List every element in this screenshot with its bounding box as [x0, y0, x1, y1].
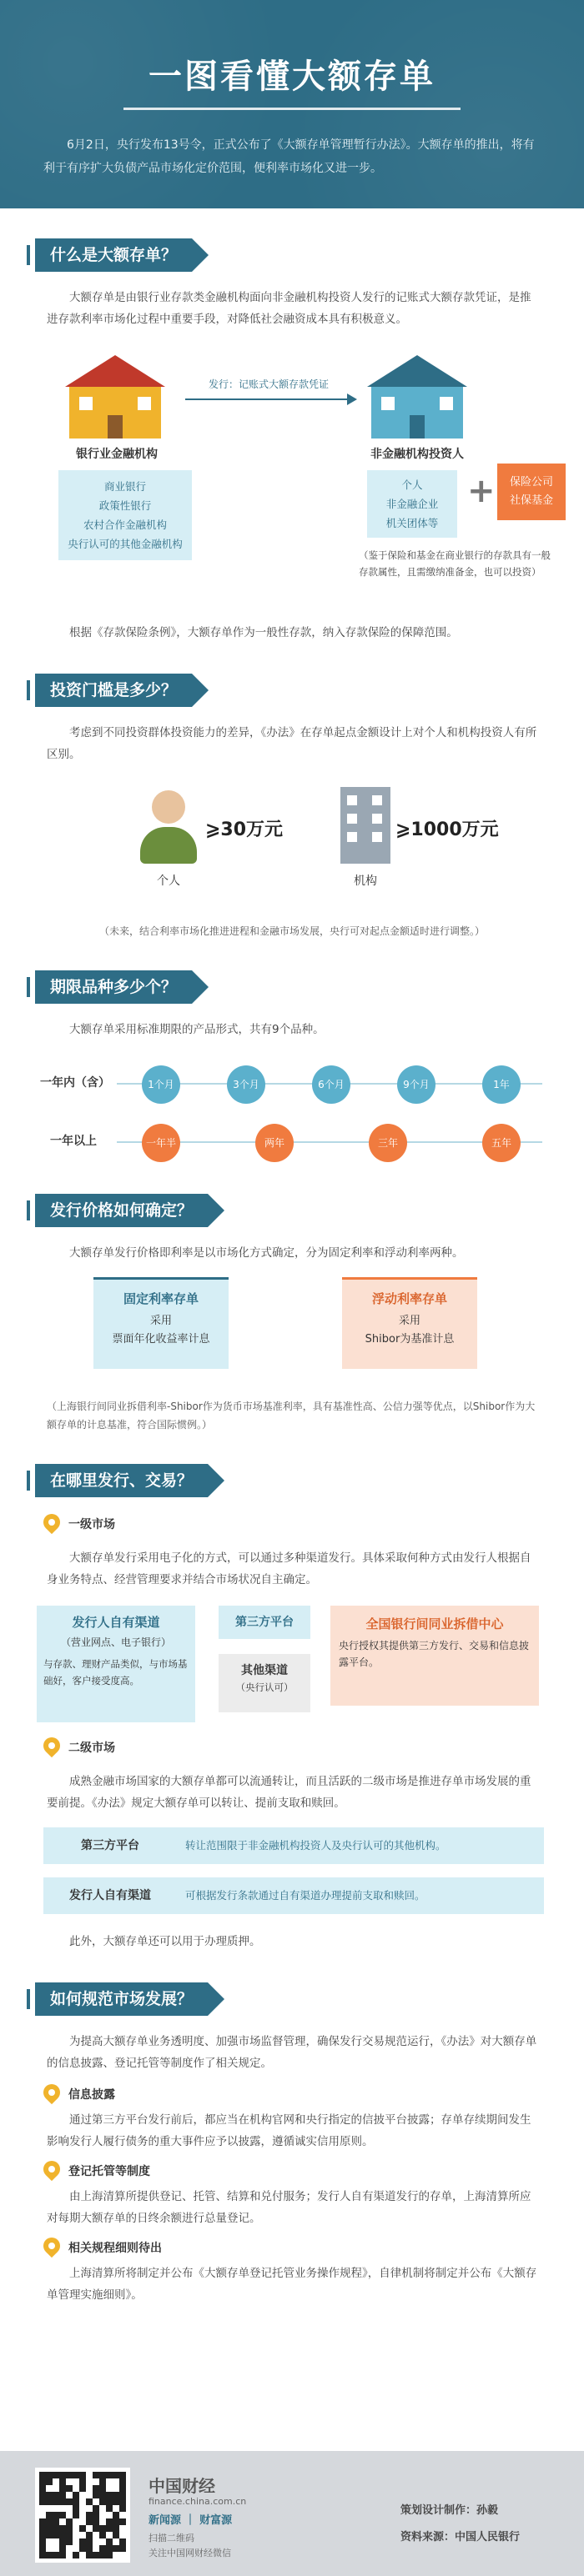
channel-graphic [0, 1606, 584, 1731]
investor-item: 非金融企业 [385, 498, 439, 510]
investor-building-icon [367, 355, 467, 439]
designer-credit: 策划设计制作：孙毅 [400, 2504, 499, 2517]
section-title-market: 在哪里发行、交易？ [35, 1464, 208, 1497]
investor-label: 非金融机构投资人 [370, 448, 464, 461]
regulation-item [0, 2163, 584, 2229]
primary-market-label: 一级市场 [68, 1518, 115, 1531]
qr-code-icon [35, 2468, 130, 2563]
section-what-para2: 根据《存款保险条例》，大额存单作为一般性存款，纳入存款保险的保障范围。 [69, 626, 458, 639]
term-item: 6个月 [312, 1065, 350, 1104]
brand-name: 中国财经 [149, 2476, 215, 2496]
brand-sub: 新闻源 ｜ 财富源 [149, 2514, 233, 2527]
primary-market-para: 大额存单发行采用电子化的方式，可以通过多种渠道发行。具体采取何种方式由发行人根据自身业务特点、经营管理要求并结合市场状况自主确定。 [47, 1551, 531, 1586]
regulation-heading [43, 2163, 584, 2179]
term-item: 1年 [482, 1065, 521, 1104]
investor-item: 个人 [401, 479, 423, 491]
section-regulation [0, 1952, 584, 2306]
section-title-pricing: 发行价格如何确定？ [35, 1194, 208, 1227]
regulation-item [0, 2086, 584, 2153]
fixed-rate-title: 固定利率存单 [123, 1291, 199, 1306]
fixed-rate-box [93, 1277, 229, 1369]
regulation-text: 通过第三方平台发行前后，都应当在机构官网和央行指定的信披平台披露；存单存续期间发生影响发行人履行债务的重大事件应予以披露，遵循诚实信用原则。 [47, 2113, 531, 2148]
issuer-item: 央行认可的其他金融机构 [68, 538, 183, 550]
arrow-head-icon [347, 393, 357, 405]
rate-boxes [0, 1277, 584, 1386]
header-intro: 6月2日，央行发布13号令，正式公布了《大额存单管理暂行办法》。大额存单的推出，将有利于有序扩大负债产品市场化定价范围，便利率市场化又进一步。 [43, 138, 535, 175]
cfets-desc: 央行授权其提供第三方发行、交易和信息披露平台。 [339, 1640, 530, 1668]
institution-threshold: ⩾1000万元 [395, 819, 499, 840]
issuer-item: 政策性银行 [98, 499, 152, 512]
section-title-what: 什么是大额存单？ [35, 238, 192, 272]
header [0, 0, 584, 208]
secondary-row-key: 第三方平台 [81, 1839, 139, 1852]
self-channel-title: 发行人自有渠道 [72, 1615, 160, 1630]
section-title-threshold: 投资门槛是多少？ [35, 674, 192, 707]
term-item: 一年半 [142, 1124, 180, 1162]
section-regulation-para: 为提高大额存单业务透明度、加强市场监督管理，确保发行交易规范运行，《办法》对大额存单的信息披露、登记托管等制度作了相关规定。 [47, 2035, 537, 2070]
float-rate-l2: Shibor为基准计息 [365, 1333, 455, 1346]
secondary-row [43, 1827, 544, 1864]
third-party-box: 第三方平台 [219, 1606, 310, 1639]
institution-label: 机构 [354, 875, 377, 888]
regulation-heading [43, 2239, 584, 2256]
float-rate-box [342, 1277, 477, 1369]
section-threshold [0, 644, 584, 940]
regulation-label: 相关规程细则待出 [68, 2242, 162, 2255]
section-threshold-para: 考虑到不同投资群体投资能力的差异，《办法》在存单起点金额设计上对个人和机构投资人有所区别。 [47, 726, 537, 761]
footer [0, 2451, 584, 2576]
primary-market-heading [43, 1516, 584, 1532]
issuer-label: 银行业金融机构 [76, 448, 158, 461]
section-terms [0, 940, 584, 1172]
term-item: 三年 [369, 1124, 407, 1162]
term-item: 1个月 [142, 1065, 180, 1104]
brand-sub2: 财富源 [199, 2514, 233, 2527]
section-market [0, 1434, 584, 1952]
term-row-short [0, 1055, 584, 1114]
follow-text: 关注中国网财经微信 [149, 2548, 231, 2558]
term-item: 五年 [482, 1124, 521, 1162]
brand-sub1: 新闻源 [149, 2514, 182, 2527]
location-pin-icon [40, 2081, 63, 2104]
section-terms-para: 大额存单采用标准期限的产品形式，共有9个品种。 [69, 1023, 325, 1036]
insurance-note: （鉴于保险和基金在商业银行的存款具有一般存款属性，且需缴纳准备金，也可以投资） [359, 549, 551, 578]
flow-arrow [185, 398, 349, 400]
secondary-row-value: 转让范围限于非金融机构投资人及央行认可的其他机构。 [185, 1839, 446, 1852]
regulation-label: 信息披露 [68, 2088, 115, 2102]
term-item: 两年 [255, 1124, 294, 1162]
secondary-market-label: 二级市场 [68, 1742, 115, 1755]
location-pin-icon [40, 2158, 63, 2181]
issuance-flow [0, 347, 584, 622]
fixed-rate-l2: 票面年化收益率计息 [112, 1333, 210, 1346]
term-row-label: 一年以上 [50, 1135, 97, 1148]
term-item: 3个月 [227, 1065, 265, 1104]
person-label: 个人 [157, 875, 180, 888]
location-pin-icon [40, 1734, 63, 1757]
regulation-label: 登记托管等制度 [68, 2165, 150, 2178]
issuer-list [58, 470, 192, 560]
issuer-item: 农村合作金融机构 [83, 519, 167, 531]
section-what [0, 208, 584, 644]
float-rate-title: 浮动利率存单 [371, 1291, 447, 1306]
issuer-item: 商业银行 [103, 480, 146, 493]
pledge-note: 此外，大额存单还可以用于办理质押。 [69, 1935, 261, 1948]
threshold-graphic [0, 785, 584, 910]
secondary-rows [0, 1827, 584, 1927]
self-channel-desc: 与存款、理财产品类似，与市场基础好，客户接受度高。 [43, 1658, 188, 1686]
person-icon [140, 790, 197, 864]
bank-building-icon [65, 355, 165, 439]
term-item: 9个月 [397, 1065, 435, 1104]
cfets-title: 全国银行间同业拆借中心 [365, 1616, 504, 1631]
fixed-rate-l1: 采用 [149, 1315, 172, 1327]
secondary-row-key: 发行人自有渠道 [69, 1889, 151, 1902]
cfets-box [330, 1606, 539, 1706]
self-channel-box [37, 1606, 195, 1722]
plus-icon: + [467, 472, 496, 510]
scan-text: 扫描二维码 [149, 2533, 194, 2543]
section-pricing-para: 大额存单发行价格即利率是以市场化方式确定，分为固定利率和浮动利率两种。 [69, 1246, 464, 1260]
section-title-regulation: 如何规范市场发展？ [35, 1982, 208, 2016]
float-rate-l1: 采用 [398, 1315, 420, 1327]
other-channel-sub: （央行认可） [235, 1681, 294, 1693]
term-row-long [0, 1114, 584, 1172]
location-pin-icon [40, 2234, 63, 2258]
regulation-heading [43, 2086, 584, 2102]
institution-building-icon [340, 787, 390, 864]
brand-url: finance.china.com.cn [149, 2496, 247, 2507]
source-credit: 资料来源：中国人民银行 [400, 2531, 521, 2543]
secondary-market-heading [43, 1739, 584, 1756]
regulation-text: 上海清算所将制定并公布《大额存单登记托管业务操作规程》，自律机制将制定并公布《大额存单管理实施细则》。 [47, 2267, 537, 2302]
investor-list [367, 470, 457, 538]
section-what-para: 大额存单是由银行业存款类金融机构面向非金融机构投资人发行的记账式大额存款凭证，是推进存款利率市场化过程中重要手段，对降低社会融资成本具有积极意义。 [47, 291, 531, 326]
page-title: 一图看懂大额存单 [123, 50, 461, 110]
secondary-row-value: 可根据发行条款通过自有渠道办理提前支取和赎回。 [185, 1889, 425, 1902]
secondary-row [43, 1877, 544, 1914]
insurance-box: 保险公司 社保基金 [497, 464, 566, 520]
arrow-label: 发行：记账式大额存款凭证 [208, 378, 329, 390]
other-channel-title: 其他渠道 [241, 1664, 288, 1677]
threshold-note: （未来，结合利率市场化推进进程和金融市场发展，央行可对起点金额适时进行调整。） [98, 925, 485, 937]
investor-item: 机关团体等 [385, 517, 439, 529]
person-threshold: ⩾30万元 [205, 819, 284, 840]
self-channel-sub: （营业网点、电子银行） [60, 1636, 171, 1648]
term-row-label: 一年内（含） [40, 1076, 110, 1090]
regulation-item [0, 2239, 584, 2306]
section-title-terms: 期限品种多少个？ [35, 970, 192, 1004]
secondary-market-para: 成熟金融市场国家的大额存单都可以流通转让，而且活跃的二级市场是推进存单市场发展的重要前提。《办法》规定大额存单可以转让、提前支取和赎回。 [47, 1775, 531, 1810]
regulation-text: 由上海清算所提供登记、托管、结算和兑付服务；发行人自有渠道发行的存单，上海清算所应对每期大额存单的日终余额进行总量登记。 [47, 2190, 531, 2225]
section-pricing [0, 1172, 584, 1434]
pricing-note: （上海银行间同业拆借利率-Shibor作为货币市场基准利率，具有基准性高、公信力强等优点，以Shibor作为大额存单的计息基准，符合国际惯例。） [47, 1401, 536, 1431]
other-channel-box [219, 1654, 310, 1712]
